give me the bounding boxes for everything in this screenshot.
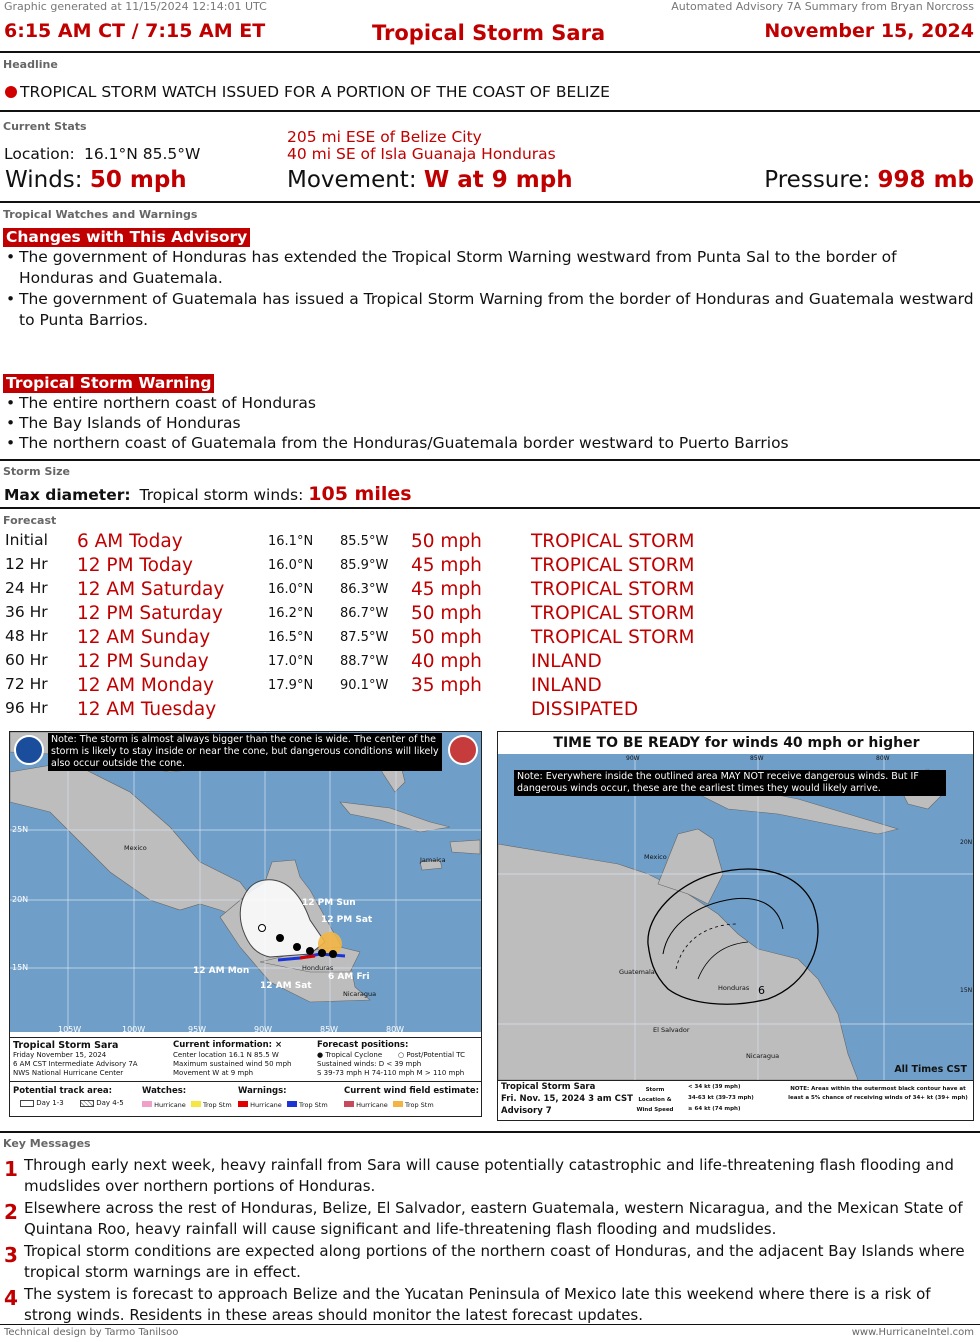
warning-tag: Tropical Storm Warning [3,374,214,393]
arrival-footer-date: Fri. Nov. 15, 2024 3 am CST [501,1094,633,1104]
arrival-footer-loc: Storm Location & Wind Speed [636,1087,674,1113]
legend-fp-3: Sustained winds: D < 39 mph [317,1060,422,1068]
legend-day13-label: Day 1-3 [36,1099,64,1107]
forecast-time: 12 AM Saturday [77,579,225,600]
max-diameter-label: Max diameter: [4,486,131,504]
key-message-text: Tropical storm conditions are expected along portions of the northern coast of Honduras, and the adjacent Bay Islands where tropical storm warnings are in effect. [24,1242,965,1281]
lon-label: 90W [254,1025,273,1034]
legend-fp-post-label: Post/Potential TC [406,1051,465,1059]
list-item: • The Bay Islands of Honduras [4,413,976,433]
forecast-row [0,651,980,675]
changes-tag: Changes with This Advisory [3,228,250,247]
forecast-wind: 50 mph [411,603,482,624]
legend-watch-hurricane: Hurricane [154,1101,186,1109]
cone-legend [10,1037,482,1117]
divider [0,201,980,203]
cone-note: Note: The storm is almost always bigger than the cone is wide. The center of the storm is likely to stay inside or near the cone, but dangerous conditions will likely also occur outside the cone. [48,733,442,771]
pressure-label: Pressure: [764,167,871,193]
list-item: • The northern coast of Guatemala from the Honduras/Guatemala border westward to Puerto Barrios [4,433,976,453]
legend-watch-ts: Trop Stm [202,1101,232,1109]
point-label: 12 PM Sun [302,898,356,908]
key-message-text: Elsewhere across the rest of Honduras, Belize, El Salvador, eastern Guatemala, western Nicaragua, and the Mexican State of Quintana Roo, heavy rainfall will cause significant and life-threatening flash flooding and mudslides. [24,1199,963,1238]
divider [0,1131,980,1133]
place-label: Nicaragua [343,990,377,998]
forecast-lon: 87.5°W [340,630,389,645]
forecast-time: 12 AM Monday [77,675,214,696]
place-label: Jamaica [420,856,446,864]
lon-label: 85W [750,755,764,762]
arrival-map-graphic [498,754,974,1080]
lat-label: 25N [12,825,29,834]
forecast-hour: 24 Hr [5,579,48,597]
divider [0,110,980,112]
nws-logo-icon [448,735,478,765]
divider [0,51,980,53]
list-item: • The government of Honduras has extended the Tropical Storm Warning westward from Punta Sal to the border of Honduras and Guatemala. [4,247,976,289]
arrival-footer-note: NOTE: Areas within the outermost black contour have at least a 5% chance of receiving winds of 34+ kt (39+ mph) [788,1086,968,1101]
forecast-category: TROPICAL STORM [531,531,695,552]
forecast-row [0,531,980,555]
lon-label: 85W [320,1025,339,1034]
section-label-headline: Headline [3,58,58,71]
storm-size-line [4,483,412,505]
changes-list [4,247,976,331]
forecast-hour: 12 Hr [5,555,48,573]
forecast-hour: 72 Hr [5,675,48,693]
svg-text:6: 6 [758,984,765,997]
section-label-storm-size: Storm Size [3,465,71,478]
headline-text: TROPICAL STORM WATCH ISSUED FOR A PORTION OF THE COAST OF BELIZE [20,83,610,101]
legend-current-1: Center location 16.1 N 85.5 W [173,1051,279,1059]
section-label-key-messages: Key Messages [3,1137,91,1150]
arrival-map-title: TIME TO BE READY for winds 40 mph or higher [498,732,974,754]
legend-track: Potential track area: [13,1086,113,1096]
key-message-text: The system is forecast to approach Belize and the Yucatan Peninsula of Mexico late this weekend where there is a risk of strong winds. Residents in these areas should monitor the latest forecast updates. [24,1285,931,1324]
forecast-hour: 60 Hr [5,651,48,669]
place-label: Mexico [644,853,667,861]
lon-label: 80W [386,1025,405,1034]
footer-website: www.HurricaneIntel.com [851,1327,974,1338]
forecast-time: 6 AM Today [77,531,183,552]
lon-label: 105W [58,1025,82,1034]
arrival-footer-w2: 34-63 kt (39-73 mph) [688,1095,754,1101]
forecast-lat: 16.0°N [268,558,314,573]
forecast-time: 12 PM Sunday [77,651,209,672]
noaa-logo-icon [14,735,44,765]
forecast-category: TROPICAL STORM [531,579,695,600]
forecast-wind: 50 mph [411,531,482,552]
svg-text:×: × [329,950,338,961]
lon-label: 90W [626,755,640,762]
forecast-time: 12 PM Saturday [77,603,223,624]
winds-value: 50 mph [89,167,187,193]
divider [0,1324,980,1325]
forecast-time: 12 AM Tuesday [77,699,217,720]
forecast-category: INLAND [531,675,602,696]
list-item: • The government of Guatemala has issued a Tropical Storm Warning from the border of Honduras and Guatemala westward to Punta Barrios. [4,289,976,331]
arrival-map [497,731,974,1121]
forecast-hour: Initial [5,531,48,549]
forecast-lat: 16.1°N [268,534,314,549]
legend-wind-ts: Trop Stm [404,1101,434,1109]
forecast-category: INLAND [531,651,602,672]
pressure-value: 998 mb [877,167,974,193]
red-dot-icon [5,86,17,98]
forecast-category: DISSIPATED [531,699,639,720]
forecast-row [0,555,980,579]
ts-winds-value: 105 miles [308,483,412,505]
movement-value: W at 9 mph [423,167,573,193]
lon-label: 80W [876,755,890,762]
forecast-wind: 35 mph [411,675,482,696]
arrival-footer-storm: Tropical Storm Sara [501,1082,596,1092]
legend-current-2: Maximum sustained wind 50 mph [173,1060,292,1068]
forecast-hour: 36 Hr [5,603,48,621]
place-label: Guatemala [619,968,655,976]
arrival-footer-w1: < 34 kt (39 mph) [688,1084,741,1090]
arrival-times-label: All Times CST [894,1064,967,1075]
legend-wind-field: Current wind field estimate: [344,1086,480,1096]
cone-map [9,731,482,1117]
lat-label: 20N [960,839,973,846]
divider [0,459,980,461]
forecast-row [0,675,980,699]
lat-label: 15N [12,963,29,972]
generated-timestamp: Graphic generated at 11/15/2024 12:14:01 UTC [4,0,267,13]
lon-label: 100W [122,1025,146,1034]
list-item: • The entire northern coast of Honduras [4,393,976,413]
key-message-number: 3 [4,1243,18,1267]
point-label: 12 AM Mon [193,966,250,976]
forecast-row [0,579,980,603]
forecast-time: 12 PM Today [77,555,193,576]
forecast-lon: 85.5°W [340,534,389,549]
arrival-footer [498,1080,974,1121]
arrival-note: Note: Everywhere inside the outlined area MAY NOT receive dangerous winds. But IF dangerous winds occur, these are the earliest times they would likely arrive. [514,770,946,796]
point-label: 12 PM Sat [321,915,373,925]
place-label: El Salvador [653,1026,690,1034]
legend-current-3: Movement W at 9 mph [173,1069,254,1077]
key-message-number: 4 [4,1286,18,1310]
key-message-text: Through early next week, heavy rainfall from Sara will cause potentially catastrophic and life-threatening flash flooding and mudslides over northern portions of Honduras. [24,1156,954,1195]
legend-day45-label: Day 4-5 [96,1099,124,1107]
point-label: 6 AM Fri [328,972,370,982]
legend-day45 [80,1099,124,1107]
forecast-category: TROPICAL STORM [531,627,695,648]
storm-title: Tropical Storm Sara [372,21,606,45]
forecast-lat: 17.0°N [268,654,314,669]
place-label: Mexico [124,844,147,852]
section-label-watches: Tropical Watches and Warnings [3,208,198,221]
forecast-row [0,603,980,627]
movement-stat [287,167,573,193]
section-label-stats: Current Stats [3,120,87,133]
summary-source: Automated Advisory 7A Summary from Bryan Norcross [671,0,974,13]
lat-label: 20N [12,895,29,904]
forecast-lon: 90.1°W [340,678,389,693]
footer-credit: Technical design by Tarmo Tanilsoo [4,1327,179,1338]
legend-advisory: 6 AM CST Intermediate Advisory 7A [13,1060,138,1068]
winds-label: Winds: [5,167,83,193]
legend-watches: Watches: [142,1086,187,1096]
forecast-hour: 48 Hr [5,627,48,645]
forecast-lat: 16.2°N [268,606,314,621]
legend-date: Friday November 15, 2024 [13,1051,107,1059]
forecast-lon: 86.3°W [340,582,389,597]
movement-label: Movement: [287,167,417,193]
legend-fp-tc-label: Tropical Cyclone [325,1051,383,1059]
legend-fp-post: ○ Post/Potential TC [398,1051,465,1059]
forecast-lat: 16.5°N [268,630,314,645]
advisory-date: November 15, 2024 [764,20,974,42]
forecast-category: TROPICAL STORM [531,603,695,624]
forecast-time: 12 AM Sunday [77,627,211,648]
forecast-hour: 96 Hr [5,699,48,717]
legend-warnings: Warnings: [238,1086,287,1096]
forecast-lon: 88.7°W [340,654,389,669]
divider [0,507,980,509]
legend-current-title: Current information: × [173,1040,283,1050]
forecast-lon: 85.9°W [340,558,389,573]
place-label: Honduras [718,984,750,992]
location-value: 16.1°N 85.5°W [84,145,201,163]
arrival-footer-adv: Advisory 7 [501,1106,552,1116]
legend-wind-hurricane: Hurricane [356,1101,388,1109]
winds-stat [5,167,187,193]
ref-location-1: 205 mi ESE of Belize City [287,128,482,146]
lat-label: 15N [960,987,973,994]
forecast-lat: 16.0°N [268,582,314,597]
ref-location-2: 40 mi SE of Isla Guanaja Honduras [287,145,556,163]
legend-fp-4: S 39-73 mph H 74-110 mph M > 110 mph [317,1069,465,1077]
forecast-wind: 50 mph [411,627,482,648]
forecast-category: TROPICAL STORM [531,555,695,576]
place-label: Honduras [302,964,334,972]
place-label: Nicaragua [746,1052,780,1060]
legend-forecast-title: Forecast positions: [317,1040,409,1050]
forecast-row [0,699,980,723]
forecast-wind: 45 mph [411,555,482,576]
legend-center: NWS National Hurricane Center [13,1069,124,1077]
forecast-wind: 40 mph [411,651,482,672]
forecast-wind: 45 mph [411,579,482,600]
forecast-lon: 86.7°W [340,606,389,621]
point-label: 12 AM Sat [260,981,312,991]
arrival-footer-w3: ≥ 64 kt (74 mph) [688,1106,741,1112]
legend-fp-tc: ● Tropical Cyclone [317,1051,383,1059]
warnings-list [4,393,976,453]
key-message-number: 1 [4,1157,18,1181]
location-label: Location: [4,145,75,163]
section-label-forecast: Forecast [3,514,57,527]
legend-storm: Tropical Storm Sara [13,1040,119,1051]
legend-warn-ts: Trop Stm [298,1101,328,1109]
forecast-lat: 17.9°N [268,678,314,693]
ts-winds-label: Tropical storm winds: [139,486,304,504]
pressure-stat [764,167,974,193]
advisory-time: 6:15 AM CT / 7:15 AM ET [4,20,266,42]
lon-label: 95W [188,1025,207,1034]
legend-warn-hurricane: Hurricane [250,1101,282,1109]
legend-day13 [20,1099,64,1107]
key-message-number: 2 [4,1200,18,1224]
forecast-row [0,627,980,651]
